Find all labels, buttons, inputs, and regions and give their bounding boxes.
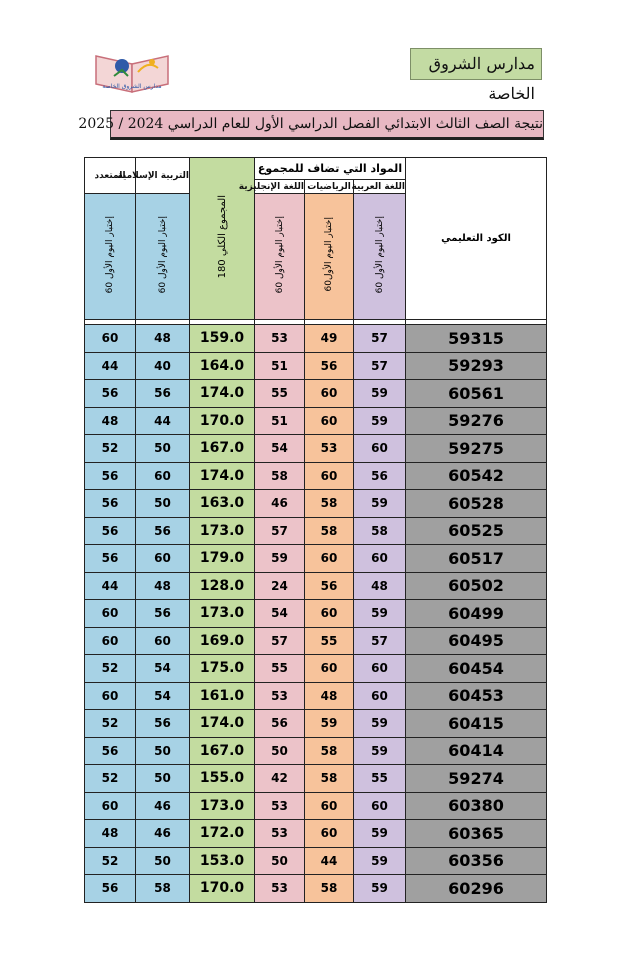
cell-islamic: 54 (136, 655, 190, 683)
cell-total: 153.0 (190, 847, 255, 875)
cell-computer: 60 (85, 627, 136, 655)
header-arabic: اللغة العربية (351, 181, 406, 192)
table-row (85, 710, 547, 738)
cell-total: 167.0 (190, 435, 255, 463)
cell-math: 55 (305, 627, 354, 655)
cell-arabic: 57 (354, 325, 406, 353)
cell-math: 60 (305, 792, 354, 820)
cell-english: 53 (255, 792, 305, 820)
cell-computer: 56 (85, 517, 136, 545)
table-row (85, 682, 547, 710)
cell-code: 60296 (406, 875, 547, 903)
table-row (85, 545, 547, 573)
cell-arabic: 59 (354, 380, 406, 408)
table-row (85, 820, 547, 848)
cell-islamic: 60 (136, 545, 190, 573)
subheader-arabic: إختبار اليوم الأول 60 (354, 194, 406, 320)
cell-computer: 60 (85, 682, 136, 710)
cell-islamic: 50 (136, 737, 190, 765)
cell-math: 59 (305, 710, 354, 738)
cell-math: 60 (305, 655, 354, 683)
cell-arabic: 59 (354, 710, 406, 738)
cell-math: 56 (305, 572, 354, 600)
cell-math: 60 (305, 545, 354, 573)
cell-computer: 52 (85, 655, 136, 683)
cell-math: 58 (305, 737, 354, 765)
logo-text: مدارس الشروق الخاصة (102, 83, 162, 90)
cell-islamic: 50 (136, 765, 190, 793)
subheader-islamic: إختبار اليوم الأول 60 (136, 194, 190, 320)
cell-islamic: 60 (136, 462, 190, 490)
cell-english: 42 (255, 765, 305, 793)
header-english: اللغة الإنجليزية (238, 181, 304, 192)
cell-islamic: 56 (136, 517, 190, 545)
cell-arabic: 59 (354, 875, 406, 903)
cell-computer: 60 (85, 792, 136, 820)
cell-math: 60 (305, 380, 354, 408)
cell-english: 53 (255, 682, 305, 710)
cell-total: 173.0 (190, 517, 255, 545)
table-row (85, 462, 547, 490)
cell-islamic: 48 (136, 325, 190, 353)
school-logo-icon (92, 50, 172, 98)
cell-math: 58 (305, 490, 354, 518)
cell-code: 60502 (406, 572, 547, 600)
cell-english: 24 (255, 572, 305, 600)
table-row (85, 572, 547, 600)
cell-english: 58 (255, 462, 305, 490)
cell-arabic: 48 (354, 572, 406, 600)
cell-computer: 56 (85, 545, 136, 573)
cell-computer: 52 (85, 435, 136, 463)
cell-english: 55 (255, 380, 305, 408)
cell-code: 60365 (406, 820, 547, 848)
cell-math: 58 (305, 765, 354, 793)
cell-arabic: 60 (354, 682, 406, 710)
cell-islamic: 56 (136, 600, 190, 628)
cell-computer: 52 (85, 847, 136, 875)
cell-code: 60525 (406, 517, 547, 545)
header-math: الرياضيات (305, 180, 354, 194)
cell-english: 51 (255, 352, 305, 380)
cell-computer: 60 (85, 325, 136, 353)
cell-islamic: 50 (136, 490, 190, 518)
table-row (85, 627, 547, 655)
cell-code: 60528 (406, 490, 547, 518)
cell-islamic: 56 (136, 710, 190, 738)
cell-english: 55 (255, 655, 305, 683)
table-row (85, 737, 547, 765)
cell-computer: 52 (85, 710, 136, 738)
cell-total: 173.0 (190, 600, 255, 628)
cell-code: 60561 (406, 380, 547, 408)
cell-code: 59276 (406, 407, 547, 435)
results-rows (85, 325, 547, 903)
cell-total: 175.0 (190, 655, 255, 683)
cell-total: 172.0 (190, 820, 255, 848)
cell-math: 53 (305, 435, 354, 463)
cell-math: 44 (305, 847, 354, 875)
cell-computer: 56 (85, 490, 136, 518)
cell-islamic: 46 (136, 820, 190, 848)
cell-total: 174.0 (190, 462, 255, 490)
cell-english: 54 (255, 600, 305, 628)
cell-computer: 56 (85, 462, 136, 490)
cell-islamic: 60 (136, 627, 190, 655)
cell-total: 170.0 (190, 407, 255, 435)
cell-islamic: 50 (136, 847, 190, 875)
cell-english: 59 (255, 545, 305, 573)
header-group: المواد التي تضاف للمجموع (255, 158, 406, 180)
header-islamic: التربية الإسلامية (136, 158, 190, 194)
cell-islamic: 44 (136, 407, 190, 435)
table-row (85, 765, 547, 793)
cell-arabic: 57 (354, 352, 406, 380)
cell-english: 53 (255, 325, 305, 353)
cell-total: 179.0 (190, 545, 255, 573)
cell-total: 159.0 (190, 325, 255, 353)
subheader-english: إختبار اليوم الأول 60 (255, 194, 305, 320)
table-row (85, 325, 547, 353)
cell-code: 59315 (406, 325, 547, 353)
cell-total: 167.0 (190, 737, 255, 765)
cell-english: 56 (255, 710, 305, 738)
cell-computer: 60 (85, 600, 136, 628)
table-row (85, 655, 547, 683)
cell-english: 54 (255, 435, 305, 463)
table-row (85, 352, 547, 380)
subheader-computer: إختبار اليوم الأول 60 (85, 194, 136, 320)
cell-total: 155.0 (190, 765, 255, 793)
cell-code: 60415 (406, 710, 547, 738)
school-logo (92, 50, 172, 98)
cell-code: 60499 (406, 600, 547, 628)
cell-islamic: 58 (136, 875, 190, 903)
cell-computer: 56 (85, 737, 136, 765)
cell-total: 170.0 (190, 875, 255, 903)
cell-computer: 44 (85, 572, 136, 600)
cell-arabic: 60 (354, 435, 406, 463)
cell-math: 48 (305, 682, 354, 710)
cell-code: 60414 (406, 737, 547, 765)
cell-computer: 56 (85, 875, 136, 903)
cell-total: 164.0 (190, 352, 255, 380)
table-row (85, 435, 547, 463)
cell-code: 59275 (406, 435, 547, 463)
cell-arabic: 60 (354, 792, 406, 820)
cell-code: 60495 (406, 627, 547, 655)
cell-arabic: 59 (354, 847, 406, 875)
cell-arabic: 59 (354, 820, 406, 848)
cell-computer: 52 (85, 765, 136, 793)
cell-computer: 48 (85, 820, 136, 848)
cell-arabic: 56 (354, 462, 406, 490)
cell-english: 53 (255, 875, 305, 903)
cell-english: 46 (255, 490, 305, 518)
cell-arabic: 59 (354, 600, 406, 628)
cell-english: 50 (255, 847, 305, 875)
cell-total: 163.0 (190, 490, 255, 518)
cell-math: 58 (305, 517, 354, 545)
cell-total: 174.0 (190, 710, 255, 738)
cell-total: 169.0 (190, 627, 255, 655)
page-title: نتيجة الصف الثالث الابتدائي الفصل الدراسي الأول للعام الدراسي 2024 / 2025 (110, 110, 544, 140)
table-row (85, 380, 547, 408)
table-row (85, 847, 547, 875)
cell-computer: 44 (85, 352, 136, 380)
cell-arabic: 57 (354, 627, 406, 655)
cell-math: 60 (305, 820, 354, 848)
cell-total: 173.0 (190, 792, 255, 820)
cell-english: 57 (255, 627, 305, 655)
results-table (84, 157, 547, 903)
cell-english: 53 (255, 820, 305, 848)
cell-math: 60 (305, 407, 354, 435)
cell-code: 59274 (406, 765, 547, 793)
cell-islamic: 40 (136, 352, 190, 380)
cell-computer: 48 (85, 407, 136, 435)
cell-arabic: 55 (354, 765, 406, 793)
cell-code: 60356 (406, 847, 547, 875)
header-computer: المتعدد (85, 158, 136, 194)
cell-islamic: 54 (136, 682, 190, 710)
cell-code: 59293 (406, 352, 547, 380)
table-row (85, 490, 547, 518)
cell-code: 60454 (406, 655, 547, 683)
table-row (85, 600, 547, 628)
cell-code: 60453 (406, 682, 547, 710)
cell-math: 56 (305, 352, 354, 380)
cell-english: 51 (255, 407, 305, 435)
cell-code: 60542 (406, 462, 547, 490)
cell-islamic: 48 (136, 572, 190, 600)
cell-code: 60517 (406, 545, 547, 573)
cell-computer: 56 (85, 380, 136, 408)
cell-islamic: 46 (136, 792, 190, 820)
cell-math: 60 (305, 462, 354, 490)
table-row (85, 407, 547, 435)
cell-math: 49 (305, 325, 354, 353)
cell-arabic: 60 (354, 655, 406, 683)
cell-math: 60 (305, 600, 354, 628)
school-name: مدارس الشروق الخاصة (410, 48, 542, 80)
cell-english: 50 (255, 737, 305, 765)
cell-arabic: 59 (354, 407, 406, 435)
table-row (85, 875, 547, 903)
header-code: الكود التعليمي (406, 158, 547, 320)
cell-arabic: 60 (354, 545, 406, 573)
cell-islamic: 56 (136, 380, 190, 408)
cell-code: 60380 (406, 792, 547, 820)
cell-arabic: 59 (354, 490, 406, 518)
cell-total: 174.0 (190, 380, 255, 408)
cell-arabic: 59 (354, 737, 406, 765)
table-row (85, 517, 547, 545)
header-total: المجموع الكلي 180 (190, 158, 255, 320)
table-row (85, 792, 547, 820)
cell-total: 128.0 (190, 572, 255, 600)
cell-total: 161.0 (190, 682, 255, 710)
cell-arabic: 58 (354, 517, 406, 545)
cell-math: 58 (305, 875, 354, 903)
cell-islamic: 50 (136, 435, 190, 463)
cell-english: 57 (255, 517, 305, 545)
subheader-math: إختبار اليوم الأول60 (305, 194, 354, 320)
